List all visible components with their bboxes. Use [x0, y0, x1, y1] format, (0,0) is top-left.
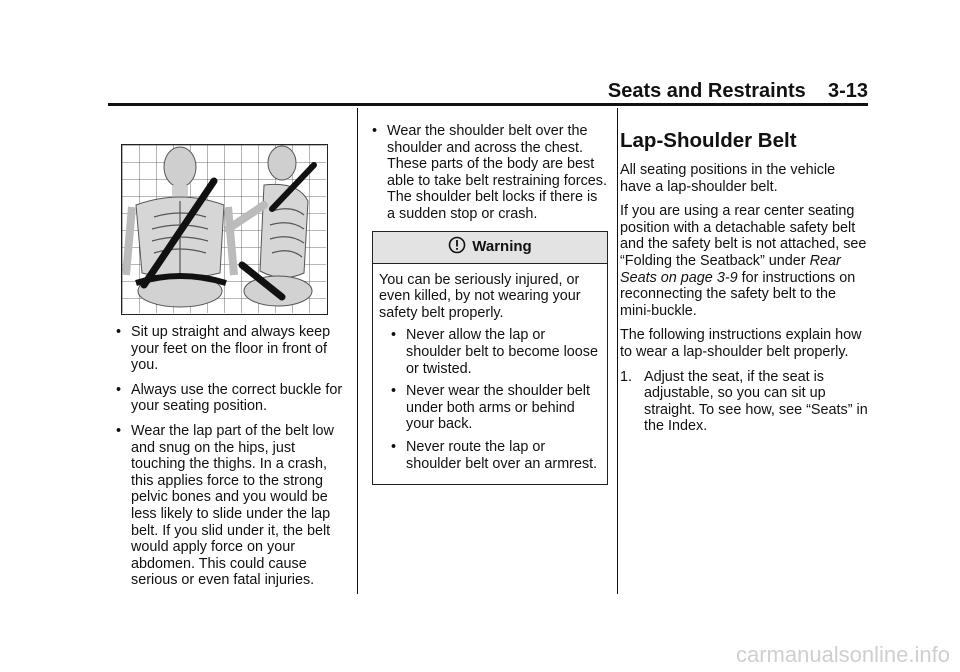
section-heading: Lap-Shoulder Belt — [620, 129, 797, 152]
column-2 — [372, 123, 608, 485]
bullet-dot: • — [391, 383, 397, 400]
warning-header — [373, 232, 607, 264]
bullet-item: • Wear the lap part of the belt low and snug on the hips, just touching the thighs. In a crash, this applies force to the strong pelvic bones and you would be less likely to slide under the lap belt. If you slid under it, the belt would apply force on your abdomen. This could cause serious or even fatal injuries. — [116, 422, 334, 589]
cross-reference-link[interactable]: Rear Seats on page 3-9 — [620, 252, 841, 286]
bullet-dot: • — [116, 381, 122, 398]
bullet-dot: • — [391, 438, 397, 455]
bullet-dot: • — [372, 123, 378, 139]
bullet-dot: • — [116, 324, 122, 340]
warning-title: Warning — [472, 237, 532, 255]
bullet-dot: • — [116, 422, 122, 439]
column-1 — [116, 324, 348, 597]
section-title: Seats and Restraints — [607, 80, 806, 102]
warning-intro: You can be seriously injured, or even killed, by not wearing your safety belt properly. — [379, 271, 581, 321]
warning-bullet: • Never allow the lap or shoulder belt to become loose or twisted. — [391, 327, 598, 377]
column-3 — [620, 130, 868, 435]
paragraph: All seating positions in the vehicle have a lap-shoulder belt. — [620, 162, 836, 195]
warning-bullet: • Never wear the shoulder belt under both arms or behind your back. — [391, 383, 590, 433]
numbered-step: 1. Adjust the seat, if the seat is adjustable, so you can sit up straight. To see how, see “Seats” in the Index. — [620, 368, 868, 435]
paragraph: The following instructions explain how to wear a lap-shoulder belt properly. — [620, 327, 862, 360]
warning-circle-icon — [448, 236, 466, 259]
bullet-item: • Wear the shoulder belt over the shoulder and across the chest. These parts of the body are best able to take belt restraining forces. The shoulder belt locks if there is a sudden stop or crash. — [372, 123, 607, 222]
header-rule — [108, 103, 868, 106]
bullet-item: • Always use the correct buckle for your seating position. — [116, 381, 343, 415]
page-header — [600, 80, 868, 103]
paragraph: If you are using a rear center seating position with a detachable safety belt and the safety belt is not attached, see “Folding the Seatback” under Rear Seats on page 3-9 for instructions on reconnecting the safety belt to the mini-buckle. — [620, 203, 867, 319]
column-divider-right — [617, 108, 618, 594]
skeleton-figures-image — [122, 145, 326, 313]
watermark: carmanualsonline.info — [735, 642, 950, 667]
column-divider-left — [357, 108, 358, 594]
warning-bullet: • Never route the lap or shoulder belt over an armrest. — [391, 438, 598, 472]
seatbelt-illustration — [121, 144, 328, 315]
warning-body — [373, 264, 607, 485]
warning-box — [372, 231, 608, 486]
page-number: 3-13 — [827, 80, 868, 102]
bullet-item: • Sit up straight and always keep your feet on the floor in front of you. — [116, 324, 331, 374]
step-number: 1. — [620, 368, 633, 385]
bullet-dot: • — [391, 327, 397, 344]
